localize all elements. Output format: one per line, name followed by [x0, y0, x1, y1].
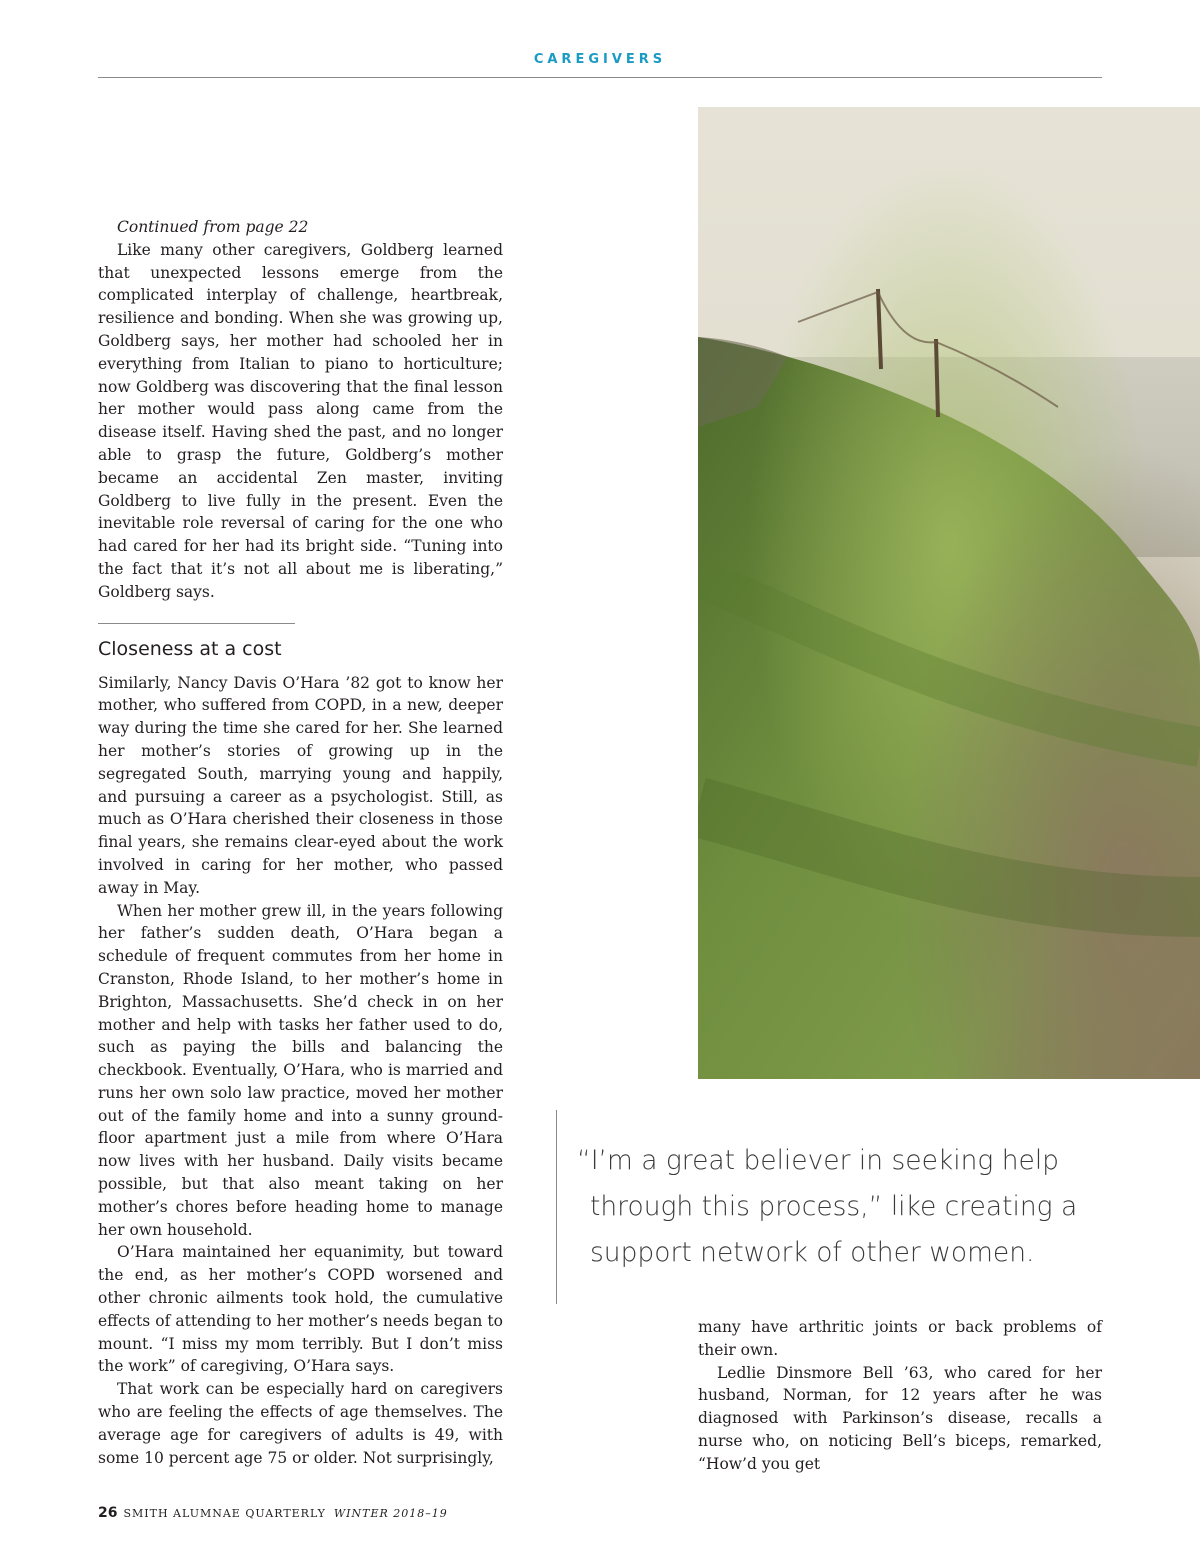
- paragraph: Ledlie Dinsmore Bell ’63, who cared for her husband, Norman, for 12 years after he was diagnosed with Parkinson’s disease, recalls a nurse who, on noticing Bell’s biceps, remarked, “How’d you get: [698, 1363, 1102, 1473]
- pull-quote-line: through this process,” like creating a: [590, 1191, 1078, 1222]
- paragraph: That work can be especially hard on caregivers who are feeling the effects of age themselves. The average age for caregivers of adults is 49, with some 10 percent age 75 or older. Not surprisingly,: [98, 1380, 503, 1467]
- paragraph: Like many other caregivers, Goldberg learned that unexpected lessons emerge from the complicated interplay of challenge, heartbreak, resilience and bonding. When she was growing up, Goldberg says, her mother had schooled her in everything from Italian to piano to horticulture; now Goldberg was discovering that the final lesson her mother would pass along came from the disease itself. Having shed the past, and no longer able to grasp the future, Goldberg’s mother became an accidental Zen master, inviting Goldberg to live fully in the present. Even the inevitable role reversal of caring for the one who had cared for her had its bright side. “Tuning into the fact that it’s not all about me is liberating,” Goldberg says.: [98, 240, 503, 601]
- paragraph: O’Hara maintained her equanimity, but toward the end, as her mother’s COPD worsened and other chronic ailments took hold, the cumulative effects of attending to her mother’s needs began to mount. “I miss my mom terribly. But I don’t miss the work” of caregiving, O’Hara says.: [98, 1243, 503, 1376]
- paragraph: Similarly, Nancy Davis O’Hara ’82 got to know her mother, who suffered from COPD, in a new, deeper way during the time she cared for her. She learned her mother’s stories of growing up in the segregated South, marrying young and happily, and pursuing a career as a psychologist. Still, as much as O’Hara cherished their closeness in those final years, she remains clear-eyed about the work involved in caring for her mother, who passed away in May.: [98, 673, 503, 897]
- coastal-hillside-photo: [698, 107, 1200, 1079]
- right-column: [698, 1316, 1102, 1476]
- pull-quote-line: “I’m a great believer in seeking help: [577, 1145, 1060, 1176]
- continued-note: Continued from page 22: [117, 218, 309, 236]
- header-rule: [98, 77, 1102, 78]
- subhead-rule: [98, 623, 295, 624]
- pull-quote: [577, 1138, 1137, 1276]
- issue-date: WINTER 2018–19: [333, 1507, 448, 1520]
- left-column: [98, 216, 503, 1469]
- pull-quote-line: support network of other women.: [590, 1237, 1035, 1268]
- section-label: CAREGIVERS: [533, 52, 667, 67]
- page-number: 26: [98, 1505, 118, 1521]
- paragraph: many have arthritic joints or back problems of their own.: [698, 1318, 1102, 1359]
- pull-quote-rule: [556, 1110, 557, 1304]
- page-footer: [98, 1505, 448, 1521]
- subhead: Closeness at a cost: [98, 637, 282, 660]
- publication-name: SMITH ALUMNAE QUARTERLY: [123, 1507, 326, 1520]
- paragraph: When her mother grew ill, in the years following her father’s sudden death, O’Hara began a schedule of frequent commutes from her home in Cranston, Rhode Island, to her mother’s home in Brighton, Massachusetts. She’d check in on her mother and help with tasks her father used to do, such as paying the bills and balancing the checkbook. Eventually, O’Hara, who is married and runs her own solo law practice, moved her mother out of the family home and into a sunny ground-floor apartment just a mile from where O’Hara now lives with her husband. Daily visits became possible, but that also meant taking on her mother’s chores before heading home to manage her own household.: [98, 901, 503, 1239]
